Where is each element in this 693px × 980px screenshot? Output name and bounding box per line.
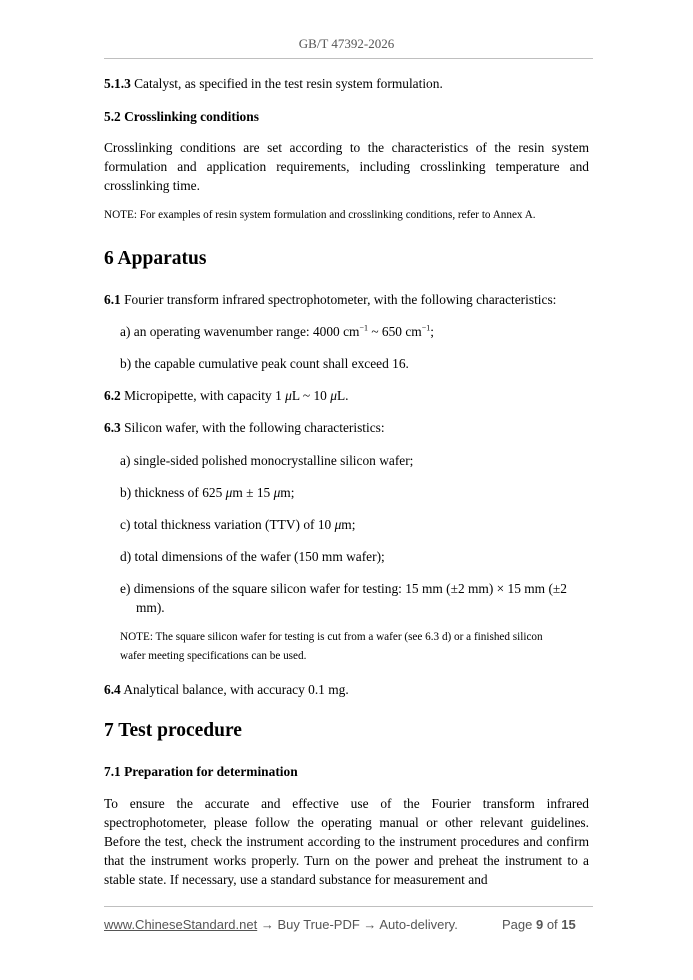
text-run: L ~ 10 [291,388,331,403]
paragraph-5-2: Crosslinking conditions are set according to the characteristics of the resin system formulation and application requirements, including crosslinking temperature and crosslinking time. [104,140,589,193]
text-run: ; [430,324,434,339]
list-item-6-3-c [120,515,589,534]
footer-rule [104,906,593,907]
page-header: GB/T 47392-2026 [298,36,395,51]
superscript: −1 [359,323,368,333]
text-run: b) thickness of 625 [120,485,226,500]
text-run: m; [280,485,295,500]
note-5-2: NOTE: For examples of resin system formulation and crosslinking conditions, refer to Annex A. [104,209,536,221]
superscript: −1 [421,323,431,333]
clause-5-1-3 [104,74,589,93]
heading-7: 7 Test procedure [104,720,242,741]
heading-7-1: 7.1 Preparation for determination [104,764,298,779]
text-run: ~ 650 cm [367,324,422,339]
site-link[interactable]: www.ChineseStandard.net [104,917,258,932]
list-item-6-3-d: d) total dimensions of the wafer (150 mm wafer); [120,549,385,564]
header-rule [104,58,593,59]
text-run: a) an operating wavenumber range: 4000 cm [120,324,360,339]
list-item-6-1-b: b) the capable cumulative peak count shall exceed 16. [120,356,409,371]
mu-symbol: μ [225,485,233,500]
page-label: Page [502,917,536,932]
clause-text: Analytical balance, with accuracy 0.1 mg. [120,682,349,697]
page-indicator [502,917,576,932]
clause-number: 6.3 [104,420,121,435]
mu-symbol: μ [334,517,342,532]
clause-text: Silicon wafer, with the following characteristics: [120,420,385,435]
arrow-icon: → [257,917,278,932]
footer-links [104,917,458,932]
page-of-label: of [543,917,562,932]
list-item-6-3-e-cont: mm). [136,600,165,615]
clause-number: 6.2 [104,388,121,403]
mu-symbol: μ [285,388,292,403]
mu-symbol: μ [273,485,281,500]
text-run: c) total thickness variation (TTV) of 10 [120,517,335,532]
list-item-6-3-e: e) dimensions of the square silicon wafer for testing: 15 mm (±2 mm) × 15 mm (±2 [120,581,567,596]
clause-number: 6.4 [104,682,121,697]
page-number: 9 [535,917,544,932]
text-run: m ± 15 [232,485,274,500]
text-run: Micropipette, with capacity 1 [120,388,286,403]
buy-pdf-link[interactable]: Buy True-PDF [277,917,360,932]
clause-6-3 [104,418,589,437]
clause-6-4 [104,680,589,699]
list-item-6-1-a [120,322,589,341]
paragraph-7-1: To ensure the accurate and effective use of the Fourier transform infrared spectrophotometer, please follow the operating manual or other relevant guidelines. Before the test, check the instrument according to the instrument procedures and confirm that the instrument works properly. Turn on the power and preheat the instrument to a stable state. If necessary, use a standard substance for measurement and [104,796,589,887]
mu-symbol: μ [330,388,337,403]
auto-delivery-text: Auto-delivery. [379,917,458,932]
list-item-6-3-a: a) single-sided polished monocrystalline silicon wafer; [120,453,414,468]
clause-text: Catalyst, as specified in the test resin system formulation. [130,76,443,91]
list-item-6-3-b [120,483,589,502]
text-run: L. [336,388,349,403]
text-run: m; [341,517,356,532]
note-6-3-line2: wafer meeting specifications can be used. [120,650,307,662]
clause-text: Fourier transform infrared spectrophotometer, with the following characteristics: [120,292,557,307]
clause-number: 5.1.3 [104,76,131,91]
arrow-icon: → [359,917,380,932]
clause-6-2 [104,386,589,405]
clause-number: 6.1 [104,292,121,307]
page-total: 15 [561,917,576,932]
clause-6-1 [104,290,589,309]
heading-6: 6 Apparatus [104,248,207,269]
heading-5-2: 5.2 Crosslinking conditions [104,109,259,124]
note-6-3-line1: NOTE: The square silicon wafer for testing is cut from a wafer (see 6.3 d) or a finished silicon [120,631,543,643]
